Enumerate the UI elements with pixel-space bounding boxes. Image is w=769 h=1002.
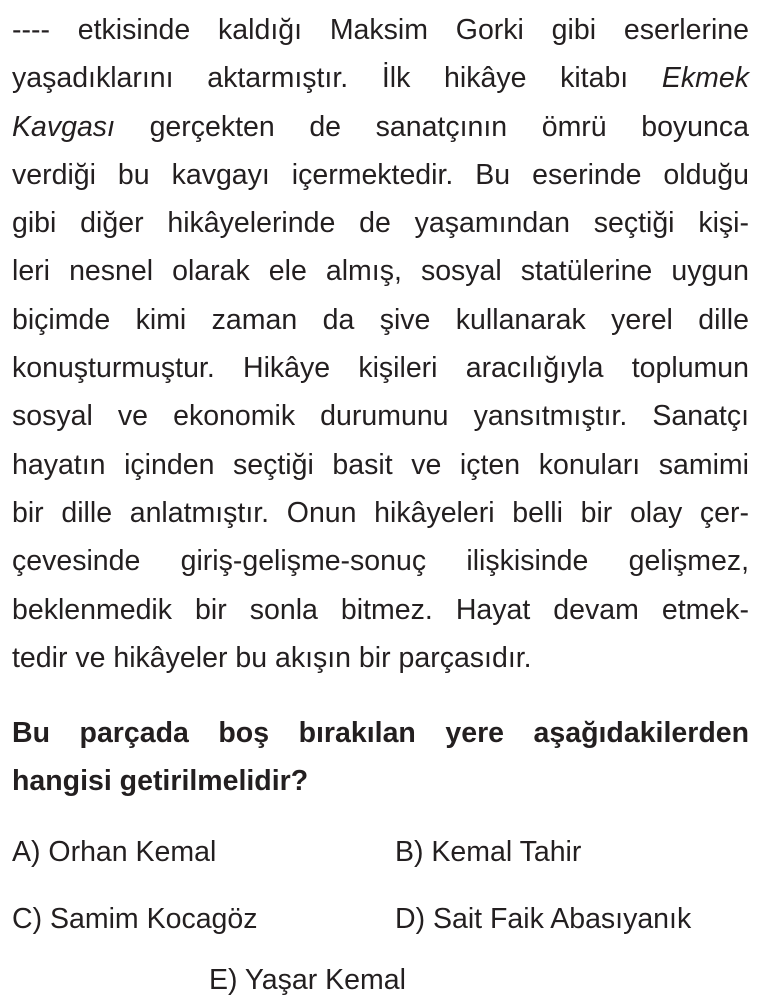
option-b[interactable]: B) Kemal Tahir xyxy=(395,836,582,868)
passage-line xyxy=(12,344,749,392)
passage-text: yaşadıklarını aktarmıştır. İlk hikâye kitabı xyxy=(12,62,662,95)
book-title-italic: Kavgası xyxy=(12,110,115,143)
passage-text: bir dille anlatmıştır. Onun hikâyeleri belli bir olay çer- xyxy=(12,496,749,529)
passage-text: çevesinde giriş-gelişme-sonuç ilişkisinde gelişmez, xyxy=(12,545,749,578)
passage-line xyxy=(12,441,749,489)
option-d[interactable]: D) Sait Faik Abasıyanık xyxy=(395,903,692,935)
option-e[interactable]: E) Yaşar Kemal xyxy=(209,964,406,996)
passage-line xyxy=(12,489,749,537)
question-line: Bu parçada boş bırakılan yere aşağıdakilerden xyxy=(12,717,749,749)
passage-line xyxy=(12,296,749,344)
passage-text: beklenmedik bir sonla bitmez. Hayat devam etmek- xyxy=(12,593,749,626)
question-line: hangisi getirilmelidir? xyxy=(12,765,309,797)
passage-line xyxy=(12,151,749,199)
passage-text: ---- etkisinde kaldığı Maksim Gorki gibi eserlerine xyxy=(12,14,749,46)
passage-line xyxy=(12,54,749,102)
book-title-italic: Ekmek xyxy=(661,62,749,95)
passage-line xyxy=(12,537,749,585)
passage-line xyxy=(12,392,749,440)
passage-text: leri nesnel olarak ele almış, sosyal statülerine uygun xyxy=(12,255,749,288)
passage-text: hayatın içinden seçtiği basit ve içten konuları samimi xyxy=(12,448,749,481)
passage-text: konuşturmuştur. Hikâye kişileri aracılığıyla toplumun xyxy=(12,352,749,385)
passage-line xyxy=(12,6,749,54)
passage-text: sosyal ve ekonomik durumunu yansıtmıştır. Sanatçı xyxy=(12,400,749,433)
passage-line xyxy=(12,103,749,151)
passage-text: gerçekten de sanatçının ömrü boyunca xyxy=(114,110,749,143)
option-c[interactable]: C) Samim Kocagöz xyxy=(12,903,258,935)
reading-passage xyxy=(12,6,749,682)
passage-text: biçimde kimi zaman da şive kullanarak yerel dille xyxy=(12,303,749,336)
passage-text: tedir ve hikâyeler bu akışın bir parçasıdır. xyxy=(12,641,532,674)
option-a[interactable]: A) Orhan Kemal xyxy=(12,836,217,868)
passage-text: verdiği bu kavgayı içermektedir. Bu eserinde olduğu xyxy=(12,158,749,191)
passage-line xyxy=(12,586,749,634)
passage-line xyxy=(12,247,749,295)
passage-line xyxy=(12,199,749,247)
question-stem xyxy=(12,709,749,805)
passage-text: gibi diğer hikâyelerinde de yaşamından seçtiği kişi- xyxy=(12,207,749,240)
passage-line xyxy=(12,634,749,682)
